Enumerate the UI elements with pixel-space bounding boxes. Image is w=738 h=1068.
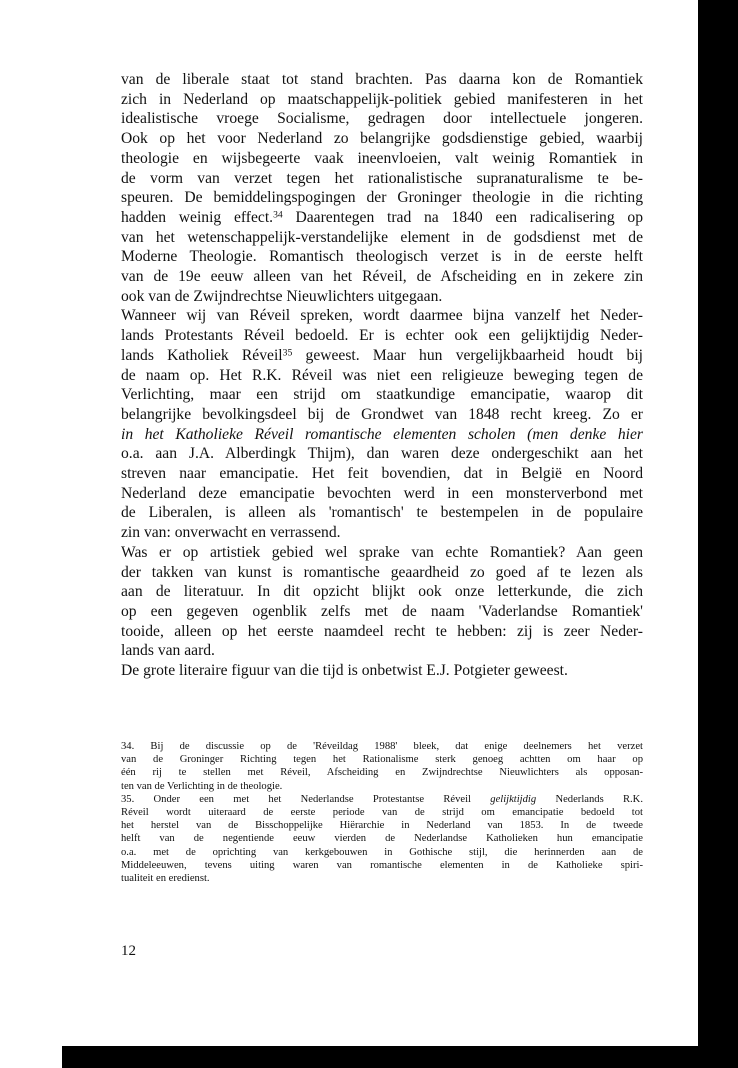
body-text — [121, 70, 643, 681]
text-line — [121, 346, 643, 366]
text-line: de vorm van verzet tegen het rationalistische supranaturalisme te be- — [121, 169, 643, 187]
footnote-line: ten van de Verlichting in de theologie. — [121, 780, 283, 792]
text-line: o.a. aan J.A. Alberdingk Thijm), dan waren deze ondergeschikt aan het — [121, 445, 643, 463]
footnote-line: één rij te stellen met Réveil, Afscheiding en Zwijndrechtse Nieuwlichters als opposan- — [121, 767, 643, 779]
text-line: speuren. De bemiddelingspogingen der Groninger theologie in die richting — [121, 189, 643, 207]
text-fragment: 35. Onder een met het Nederlandse Protestantse Réveil — [121, 793, 491, 805]
paragraph-4 — [121, 661, 643, 681]
footnote-line — [121, 793, 643, 806]
paragraph-1 — [121, 70, 643, 306]
footnote-ref-34: 34 — [273, 209, 283, 221]
scan-border-bottom — [62, 1046, 738, 1068]
text-line: op een gegeven ogenblik zelfs met de naam 'Vaderlandse Romantiek' — [121, 602, 643, 620]
footnote-line: het herstel van de Bisschoppelijke Hiërarchie in Nederland van 1853. In de tweede — [121, 820, 643, 832]
footnote-line: van de Groninger Richting tegen het Rationalisme sterk genoeg achtten om haar op — [121, 754, 643, 766]
footnote-line: Réveil wordt uiteraard de eerste periode van de strijd om emancipatie bedoeld tot — [121, 807, 643, 819]
footnote-line: Middeleeuwen, tevens uiting waren van romantische elementen in de Katholieke spiri- — [121, 859, 643, 871]
text-fragment: geweest. Maar hun vergelijkbaarheid houdt bij — [292, 346, 643, 364]
footnote-line: o.a. met de oprichting van kerkgebouwen in Gothische stijl, die herinnerden aan de — [121, 846, 643, 858]
text-line: Verlichting, maar een strijd om staatkundige emancipatie, waarop dit — [121, 386, 643, 404]
scan-border-right — [698, 0, 738, 1068]
footnote-line: 34. Bij de discussie op de 'Réveildag 1988' bleek, dat enige deelnemers het verzet — [121, 741, 643, 752]
text-line: Moderne Theologie. Romantisch theologisch verzet is in de eerste helft — [121, 248, 643, 266]
text-line: lands Protestants Réveil bedoeld. Er is echter ook een gelijktijdig Neder- — [121, 327, 643, 345]
text-fragment: Nederlands R.K. — [536, 793, 643, 805]
text-line: Wanneer wij van Réveil spreken, wordt daarmee bijna vanzelf het Neder- — [121, 307, 643, 325]
text-line: de naam op. Het R.K. Réveil was niet een religieuze beweging tegen de — [121, 366, 643, 384]
page-number: 12 — [121, 943, 136, 959]
footnote-line: tualiteit en eredienst. — [121, 873, 210, 885]
text-line: ook van de Zwijndrechtse Nieuwlichters uitgegaan. — [121, 287, 443, 305]
footnote-34 — [121, 740, 643, 793]
text-line: de Liberalen, is alleen als 'romantisch' te bestempelen in de populaire — [121, 504, 643, 522]
text-line: idealistische vroege Socialisme, gedragen door intellectuele jongeren. — [121, 110, 643, 128]
italic-text: gelijktijdig — [490, 793, 537, 805]
text-line: zich in Nederland op maatschappelijk-politiek gebied manifesteren in het — [121, 90, 643, 108]
text-line: streven naar emancipatie. Het feit bovendien, dat in België en Noord — [121, 465, 643, 483]
paragraph-2 — [121, 306, 643, 542]
text-line: Nederland deze emancipatie bevochten werd in een monsterverbond met — [121, 484, 643, 502]
text-fragment: lands Katholiek Réveil — [121, 346, 283, 364]
text-line: van het wetenschappelijk-verstandelijke element in de godsdienst met de — [121, 228, 643, 246]
paragraph-3 — [121, 543, 643, 661]
text-line — [121, 208, 643, 228]
text-line: De grote literaire figuur van die tijd is onbetwist E.J. Potgieter geweest. — [121, 662, 568, 680]
text-line: aan de literatuur. In dit opzicht blijkt ook onze letterkunde, die zich — [121, 583, 643, 601]
text-line: belangrijke bevolkingsdeel bij de Grondwet van 1848 recht kreeg. Zo er — [121, 405, 643, 423]
text-line: der takken van kunst is romantische geaardheid zo goed af te lezen als — [121, 563, 643, 581]
footnotes — [121, 740, 643, 885]
text-line: van de liberale staat tot stand brachten. Pas daarna kon de Romantiek — [121, 71, 643, 88]
text-line: zin van: onverwacht en verrassend. — [121, 524, 341, 542]
text-line: tooide, alleen op het eerste naamdeel recht te hebben: zij is zeer Neder- — [121, 622, 643, 640]
footnote-line: helft van de negentiende eeuw vierden de Nederlandse Katholieken hun emancipatie — [121, 833, 643, 845]
footnote-ref-35: 35 — [282, 347, 293, 359]
text-line: van de 19e eeuw alleen van het Réveil, de Afscheiding en in zekere zin — [121, 268, 643, 286]
text-line: Was er op artistiek gebied wel sprake van echte Romantiek? Aan geen — [121, 543, 643, 561]
italic-text: in het Katholieke Réveil romantische elementen scholen (men denke hier — [121, 425, 643, 443]
text-line — [121, 425, 643, 445]
footnote-35 — [121, 793, 643, 885]
text-fragment: Daarentegen trad na 1840 een radicalisering op — [282, 208, 643, 226]
text-line: lands van aard. — [121, 642, 215, 660]
text-line: theologie en wijsbegeerte vaak ineenvloeien, valt weinig Romantiek in — [121, 149, 643, 167]
text-fragment: hadden weinig effect. — [121, 208, 274, 226]
text-line: Ook op het voor Nederland zo belangrijke godsdienstige gebied, waarbij — [121, 130, 643, 148]
